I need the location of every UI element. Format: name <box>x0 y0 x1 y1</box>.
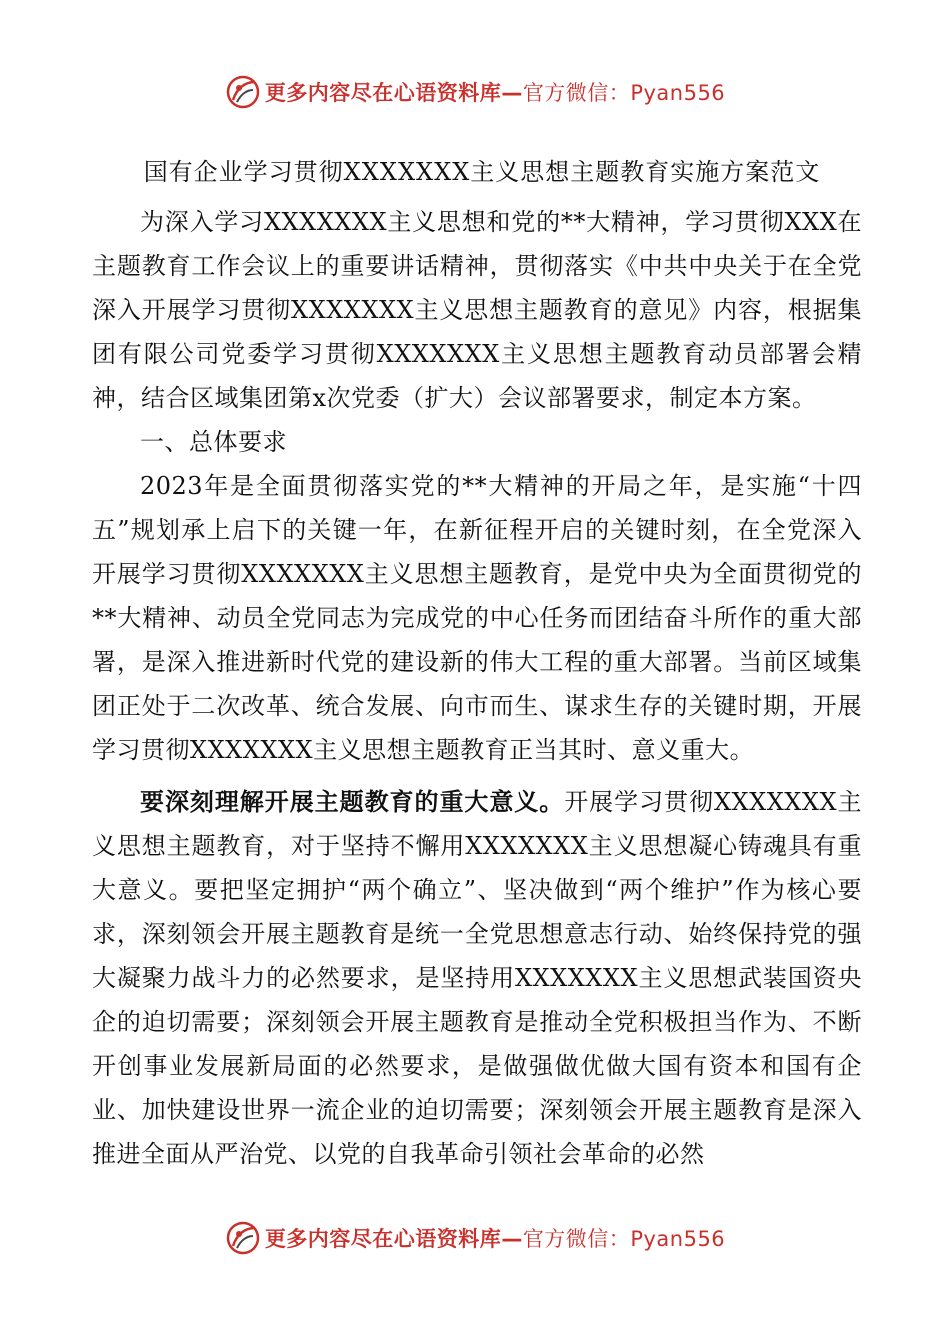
document-body <box>92 152 862 1176</box>
bold-lead-sentence: 要深刻理解开展主题教育的重大意义。 <box>140 788 565 816</box>
watermark-banner-top <box>0 70 950 114</box>
watermark-text: 更多内容尽在心语资料库—官方微信：Pyan556 <box>264 1227 726 1251</box>
intro-paragraph: 为深入学习XXXXXXX主义思想和党的**大精神，学习贯彻XXX在主题教育工作会议上的重要讲话精神，贯彻落实《中共中央关于在全党深入开展学习贯彻XXXXXXX主义思想主题教育的意见》内容，根据集团有限公司党委学习贯彻XXXXXXX主义思想主题教育动员部署会精神，结合区域集团第x次党委（扩大）会议部署要求，制定本方案。 <box>92 208 862 412</box>
section-paragraph-emphasis <box>92 780 862 1176</box>
watermark-banner-bottom <box>0 1216 950 1260</box>
section-heading: 一、总体要求 <box>140 428 287 456</box>
paragraph-body: 开展学习贯彻XXXXXXX主义思想主题教育，对于坚持不懈用XXXXXXX主义思想凝心铸魂具有重大意义。要把坚定拥护“两个确立”、坚决做到“两个维护”作为核心要求，深刻领会开展主题教育是统一全党思想意志行动、始终保持党的强大凝聚力战斗力的必然要求，是坚持用XXXXXXX主义思想武装国资央企的迫切需要；深刻领会开展主题教育是推动全党积极担当作为、不断开创事业发展新局面的必然要求，是做强做优做大国有资本和国有企业、加快建设世界一流企业的迫切需要；深刻领会开展主题教育是深入推进全面从严治党、以党的自我革命引领社会革命的必然 <box>92 788 862 1168</box>
document-title: 国有企业学习贯彻XXXXXXX主义思想主题教育实施方案范文 <box>143 158 821 186</box>
brand-logo-icon <box>225 74 261 110</box>
watermark-text: 更多内容尽在心语资料库—官方微信：Pyan556 <box>264 81 726 105</box>
brand-logo-icon <box>225 1220 261 1256</box>
section-paragraph: 2023年是全面贯彻落实党的**大精神的开局之年，是实施“十四五”规划承上启下的关键一年，在新征程开启的关键时刻，在全党深入开展学习贯彻XXXXXXX主义思想主题教育，是党中央为全面贯彻党的**大精神、动员全党同志为完成党的中心任务而团结奋斗所作的重大部署，是深入推进新时代党的建设新的伟大工程的重大部署。当前区域集团正处于二次改革、统合发展、向市而生、谋求生存的关键时期，开展学习贯彻XXXXXXX主义思想主题教育正当其时、意义重大。 <box>92 472 862 764</box>
